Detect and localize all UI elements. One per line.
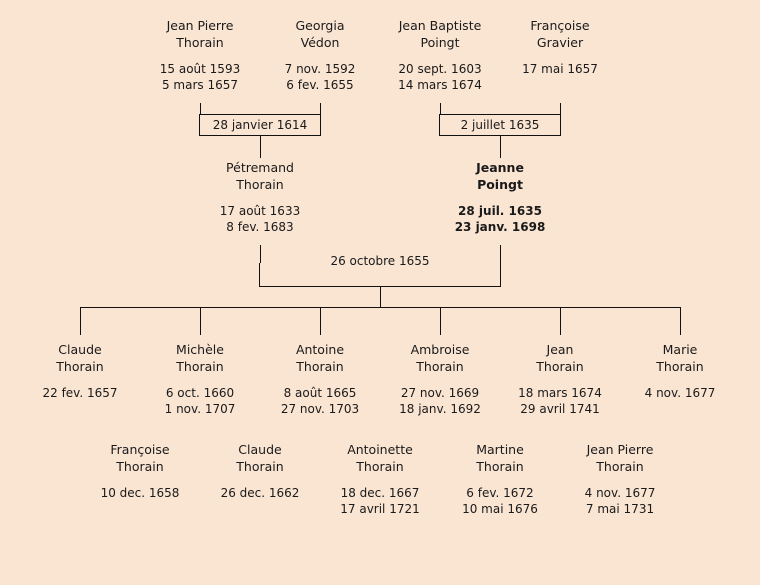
person-surname: Poingt <box>420 34 460 50</box>
person-surname: Thorain <box>296 358 344 374</box>
person-surname: Védon <box>300 34 340 50</box>
person-birth-date: 4 nov. 1677 <box>644 385 716 400</box>
person-death-date: 5 mars 1657 <box>161 77 239 92</box>
person-given-name: Marie <box>662 342 698 357</box>
person-birth-date: 17 août 1633 <box>219 203 301 218</box>
person-given-name: Ambroise <box>410 342 470 357</box>
connector-line <box>440 307 441 335</box>
person-surname: Thorain <box>176 358 224 374</box>
person-surname: Poingt <box>477 176 523 192</box>
person-card <box>10 342 150 401</box>
person-dates <box>250 385 390 417</box>
person-given-name: Pétremand <box>226 160 294 175</box>
person-birth-date: 15 août 1593 <box>159 61 241 76</box>
marriage-date: 26 octobre 1655 <box>324 254 435 268</box>
connector-line <box>260 136 261 158</box>
marriage-date: 2 juillet 1635 <box>460 118 540 132</box>
person-death-date: 6 fev. 1655 <box>286 77 354 92</box>
sibling-bus-line <box>80 307 680 308</box>
person-death-date: 18 janv. 1692 <box>399 401 481 416</box>
person-dates <box>610 385 750 401</box>
person-birth-date: 27 nov. 1669 <box>400 385 480 400</box>
person-card <box>610 342 750 401</box>
person-surname: Thorain <box>656 358 704 374</box>
marriage-bracket <box>259 254 501 287</box>
person-given-name: Jean Baptiste <box>398 18 482 33</box>
person-dates <box>490 385 630 417</box>
person-dates <box>310 485 450 517</box>
person-death-date: 10 mai 1676 <box>462 501 538 516</box>
person-dates <box>370 385 510 417</box>
connector-line <box>560 307 561 335</box>
person-given-name: Jean Pierre <box>586 442 654 457</box>
person-card <box>250 342 390 417</box>
person-dates <box>190 203 330 235</box>
person-birth-date: 6 fev. 1672 <box>466 485 534 500</box>
person-given-name: Claude <box>58 342 102 357</box>
person-given-name: Jean Pierre <box>166 18 234 33</box>
person-dates <box>250 61 390 93</box>
connector-line <box>500 245 501 263</box>
person-surname: Thorain <box>476 458 524 474</box>
person-birth-date: 18 mars 1674 <box>518 385 602 400</box>
person-card <box>370 18 510 93</box>
person-birth-date: 20 sept. 1603 <box>398 61 482 76</box>
person-card <box>190 442 330 501</box>
person-card <box>370 342 510 417</box>
person-birth-date: 8 août 1665 <box>283 385 357 400</box>
person-dates <box>430 485 570 517</box>
person-birth-date: 17 mai 1657 <box>522 61 598 76</box>
person-surname: Thorain <box>416 358 464 374</box>
connector-line <box>680 307 681 335</box>
person-dates <box>490 61 630 77</box>
person-birth-date: 28 juil. 1635 <box>458 203 542 218</box>
person-card <box>250 18 390 93</box>
connector-line <box>200 307 201 335</box>
person-surname: Thorain <box>596 458 644 474</box>
person-death-date: 23 janv. 1698 <box>454 219 546 234</box>
person-given-name: Georgia <box>295 18 345 33</box>
person-birth-date: 6 oct. 1660 <box>165 385 235 400</box>
connector-line <box>80 307 81 335</box>
connector-line <box>320 307 321 335</box>
person-surname: Thorain <box>236 176 284 192</box>
person-card <box>130 18 270 93</box>
person-dates <box>550 485 690 517</box>
person-given-name: Jeanne <box>476 160 524 175</box>
connector-line <box>380 287 381 307</box>
person-birth-date: 4 nov. 1677 <box>584 485 656 500</box>
connector-line <box>260 245 261 263</box>
person-card <box>550 442 690 517</box>
person-given-name: Claude <box>238 442 282 457</box>
person-card <box>490 342 630 417</box>
person-surname: Thorain <box>536 358 584 374</box>
person-birth-date: 18 dec. 1667 <box>340 485 420 500</box>
person-card-highlighted <box>430 160 570 235</box>
person-dates <box>130 385 270 417</box>
person-given-name: Antoine <box>295 342 345 357</box>
marriage-box <box>439 114 561 136</box>
person-given-name: Martine <box>476 442 524 457</box>
person-card <box>190 160 330 235</box>
person-surname: Thorain <box>56 358 104 374</box>
person-surname: Thorain <box>236 458 284 474</box>
person-card <box>490 18 630 77</box>
person-card <box>70 442 210 501</box>
person-surname: Thorain <box>356 458 404 474</box>
person-dates <box>130 61 270 93</box>
marriage-box <box>199 114 321 136</box>
person-given-name: Antoinette <box>347 442 413 457</box>
person-death-date: 1 nov. 1707 <box>164 401 236 416</box>
connector-line <box>500 136 501 158</box>
person-birth-date: 7 nov. 1592 <box>284 61 356 76</box>
person-death-date: 27 nov. 1703 <box>280 401 360 416</box>
person-death-date: 14 mars 1674 <box>398 77 482 92</box>
person-dates <box>10 385 150 401</box>
person-given-name: Françoise <box>110 442 170 457</box>
person-given-name: Michèle <box>176 342 224 357</box>
person-dates <box>70 485 210 501</box>
person-surname: Thorain <box>116 458 164 474</box>
person-birth-date: 10 dec. 1658 <box>100 485 180 500</box>
marriage-date: 28 janvier 1614 <box>212 118 308 132</box>
person-death-date: 8 fev. 1683 <box>226 219 294 234</box>
person-given-name: Jean <box>546 342 574 357</box>
person-death-date: 7 mai 1731 <box>585 501 655 516</box>
person-given-name: Françoise <box>530 18 590 33</box>
person-death-date: 29 avril 1741 <box>520 401 600 416</box>
person-surname: Thorain <box>176 34 224 50</box>
person-card <box>310 442 450 517</box>
person-death-date: 17 avril 1721 <box>340 501 420 516</box>
person-surname: Gravier <box>536 34 584 50</box>
person-dates <box>370 61 510 93</box>
person-dates <box>430 203 570 235</box>
person-birth-date: 26 dec. 1662 <box>220 485 300 500</box>
person-card <box>130 342 270 417</box>
person-birth-date: 22 fev. 1657 <box>42 385 118 400</box>
person-card <box>430 442 570 517</box>
person-dates <box>190 485 330 501</box>
